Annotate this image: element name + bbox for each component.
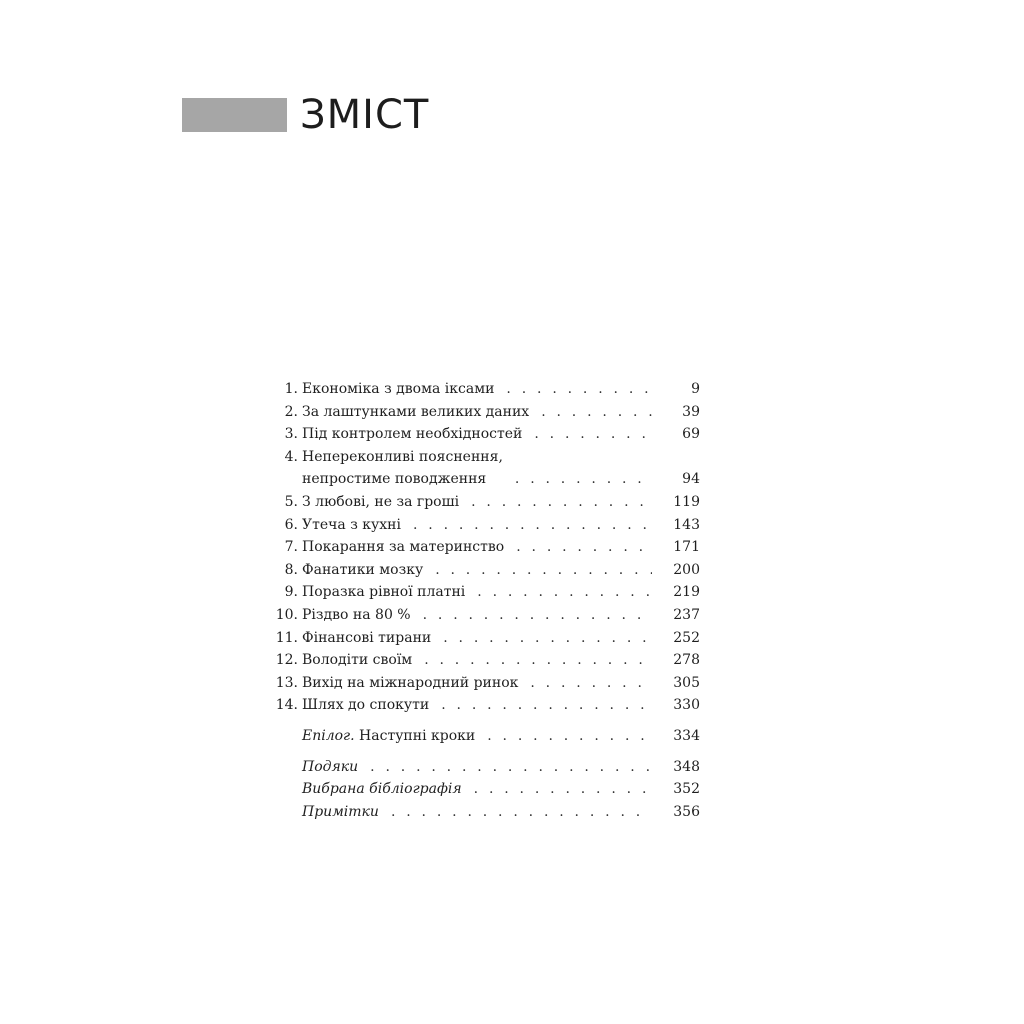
- dot-leader: [541, 401, 652, 424]
- page-number: 356: [673, 803, 700, 820]
- page-number: 143: [673, 516, 700, 533]
- toc-entry-chapter-6[interactable]: [260, 514, 700, 537]
- dot-leader: [487, 725, 652, 748]
- page-number: 330: [673, 697, 700, 714]
- chapter-number: 4.: [284, 448, 298, 465]
- dot-leader: [477, 581, 652, 604]
- page-number: 39: [682, 403, 700, 420]
- heading-gray-bar: [182, 98, 287, 132]
- page-number: 237: [673, 606, 700, 623]
- dot-leader: [435, 559, 652, 582]
- chapter-number: 11.: [275, 629, 298, 646]
- dot-leader: [474, 778, 652, 801]
- chapter-number: 10.: [275, 606, 298, 623]
- toc-entry-chapter-12[interactable]: [260, 649, 700, 672]
- page-number: 252: [673, 629, 700, 646]
- toc-entry-notes[interactable]: [260, 801, 700, 824]
- chapter-title: Різдво на 80 %: [302, 606, 411, 623]
- dot-leader: [441, 694, 652, 717]
- spacer: [260, 748, 700, 756]
- toc-entry-chapter-11[interactable]: [260, 627, 700, 650]
- chapter-title: Економіка з двома іксами: [302, 381, 495, 397]
- toc-entry-epilogue[interactable]: [260, 725, 700, 748]
- page-number: 94: [682, 471, 700, 488]
- dot-leader: [506, 378, 652, 401]
- chapter-title-line-2: непростиме поводження: [302, 471, 487, 488]
- toc-entry-acknowledgments[interactable]: [260, 756, 700, 779]
- toc-entry-chapter-13[interactable]: [260, 672, 700, 695]
- page-title: ЗМІСТ: [300, 92, 430, 138]
- back-matter-title: Подяки: [302, 758, 359, 775]
- page-number: 69: [682, 426, 700, 443]
- page-heading: [182, 92, 429, 138]
- chapter-number: 8.: [284, 561, 298, 578]
- toc-entry-bibliography[interactable]: [260, 778, 700, 801]
- chapter-number: 5.: [284, 493, 298, 510]
- chapter-title: Покарання за материнство: [302, 539, 505, 556]
- page-number: 352: [673, 781, 700, 798]
- chapter-title: Володіти своїм: [302, 652, 413, 669]
- chapter-number: 14.: [275, 697, 298, 714]
- chapter-title: Шлях до спокути: [302, 697, 430, 714]
- dot-leader: [530, 672, 652, 695]
- toc-entry-chapter-8[interactable]: [260, 559, 700, 582]
- chapter-number: 12.: [275, 652, 298, 669]
- dot-leader: [443, 627, 652, 650]
- chapter-title: За лаштунками великих даних: [302, 403, 530, 420]
- chapter-title: Поразка рівної платні: [302, 584, 466, 601]
- toc-entry-chapter-9[interactable]: [260, 581, 700, 604]
- toc-entry-chapter-4[interactable]: [260, 446, 700, 491]
- dot-leader: [471, 491, 652, 514]
- dot-leader: [423, 604, 652, 627]
- epilogue-label: Епілог.: [302, 727, 355, 744]
- toc-entry-chapter-3[interactable]: [260, 423, 700, 446]
- page-number: 334: [673, 727, 700, 744]
- dot-leader: [516, 536, 652, 559]
- chapter-title: З любові, не за гроші: [302, 493, 460, 510]
- page-number: 219: [673, 584, 700, 601]
- chapter-number: 6.: [284, 516, 298, 533]
- page-number: 200: [673, 561, 700, 578]
- chapter-title: Фанатики мозку: [302, 561, 424, 578]
- toc-entry-chapter-7[interactable]: [260, 536, 700, 559]
- chapter-number: 9.: [284, 584, 298, 601]
- dot-leader: [413, 514, 652, 537]
- toc-entry-chapter-10[interactable]: [260, 604, 700, 627]
- dot-leader: [424, 649, 652, 672]
- toc-entry-chapter-1[interactable]: [260, 378, 700, 401]
- chapter-number: 2.: [284, 403, 298, 420]
- chapter-title: Утеча з кухні: [302, 516, 401, 533]
- dot-leader: [370, 756, 652, 779]
- epilogue-subtitle: Наступні кроки: [359, 727, 476, 744]
- spacer: [260, 717, 700, 725]
- table-of-contents: [260, 378, 700, 823]
- dot-leader: [515, 468, 652, 491]
- chapter-number: 7.: [284, 539, 298, 556]
- epilogue-title: [302, 725, 475, 748]
- chapter-title: Вихід на міжнародний ринок: [302, 674, 519, 691]
- page-number: 9: [691, 381, 700, 397]
- back-matter-title: Вибрана бібліографія: [302, 781, 462, 798]
- page-number: 119: [673, 493, 700, 510]
- chapter-number: 3.: [284, 426, 298, 443]
- back-matter-title: Примітки: [302, 803, 379, 820]
- chapter-number: 1.: [284, 381, 298, 397]
- chapter-number: 13.: [275, 674, 298, 691]
- page-number: 305: [673, 674, 700, 691]
- toc-entry-chapter-14[interactable]: [260, 694, 700, 717]
- dot-leader: [534, 423, 652, 446]
- chapter-title: Під контролем необхідностей: [302, 426, 523, 443]
- page-number: 171: [673, 539, 700, 556]
- page-number: 348: [673, 758, 700, 775]
- toc-entry-chapter-2[interactable]: [260, 401, 700, 424]
- page-number: 278: [673, 652, 700, 669]
- toc-entry-chapter-5[interactable]: [260, 491, 700, 514]
- chapter-title: Фінансові тирани: [302, 629, 432, 646]
- dot-leader: [391, 801, 652, 824]
- chapter-title-line-1: Непереконливі пояснення,: [302, 448, 503, 465]
